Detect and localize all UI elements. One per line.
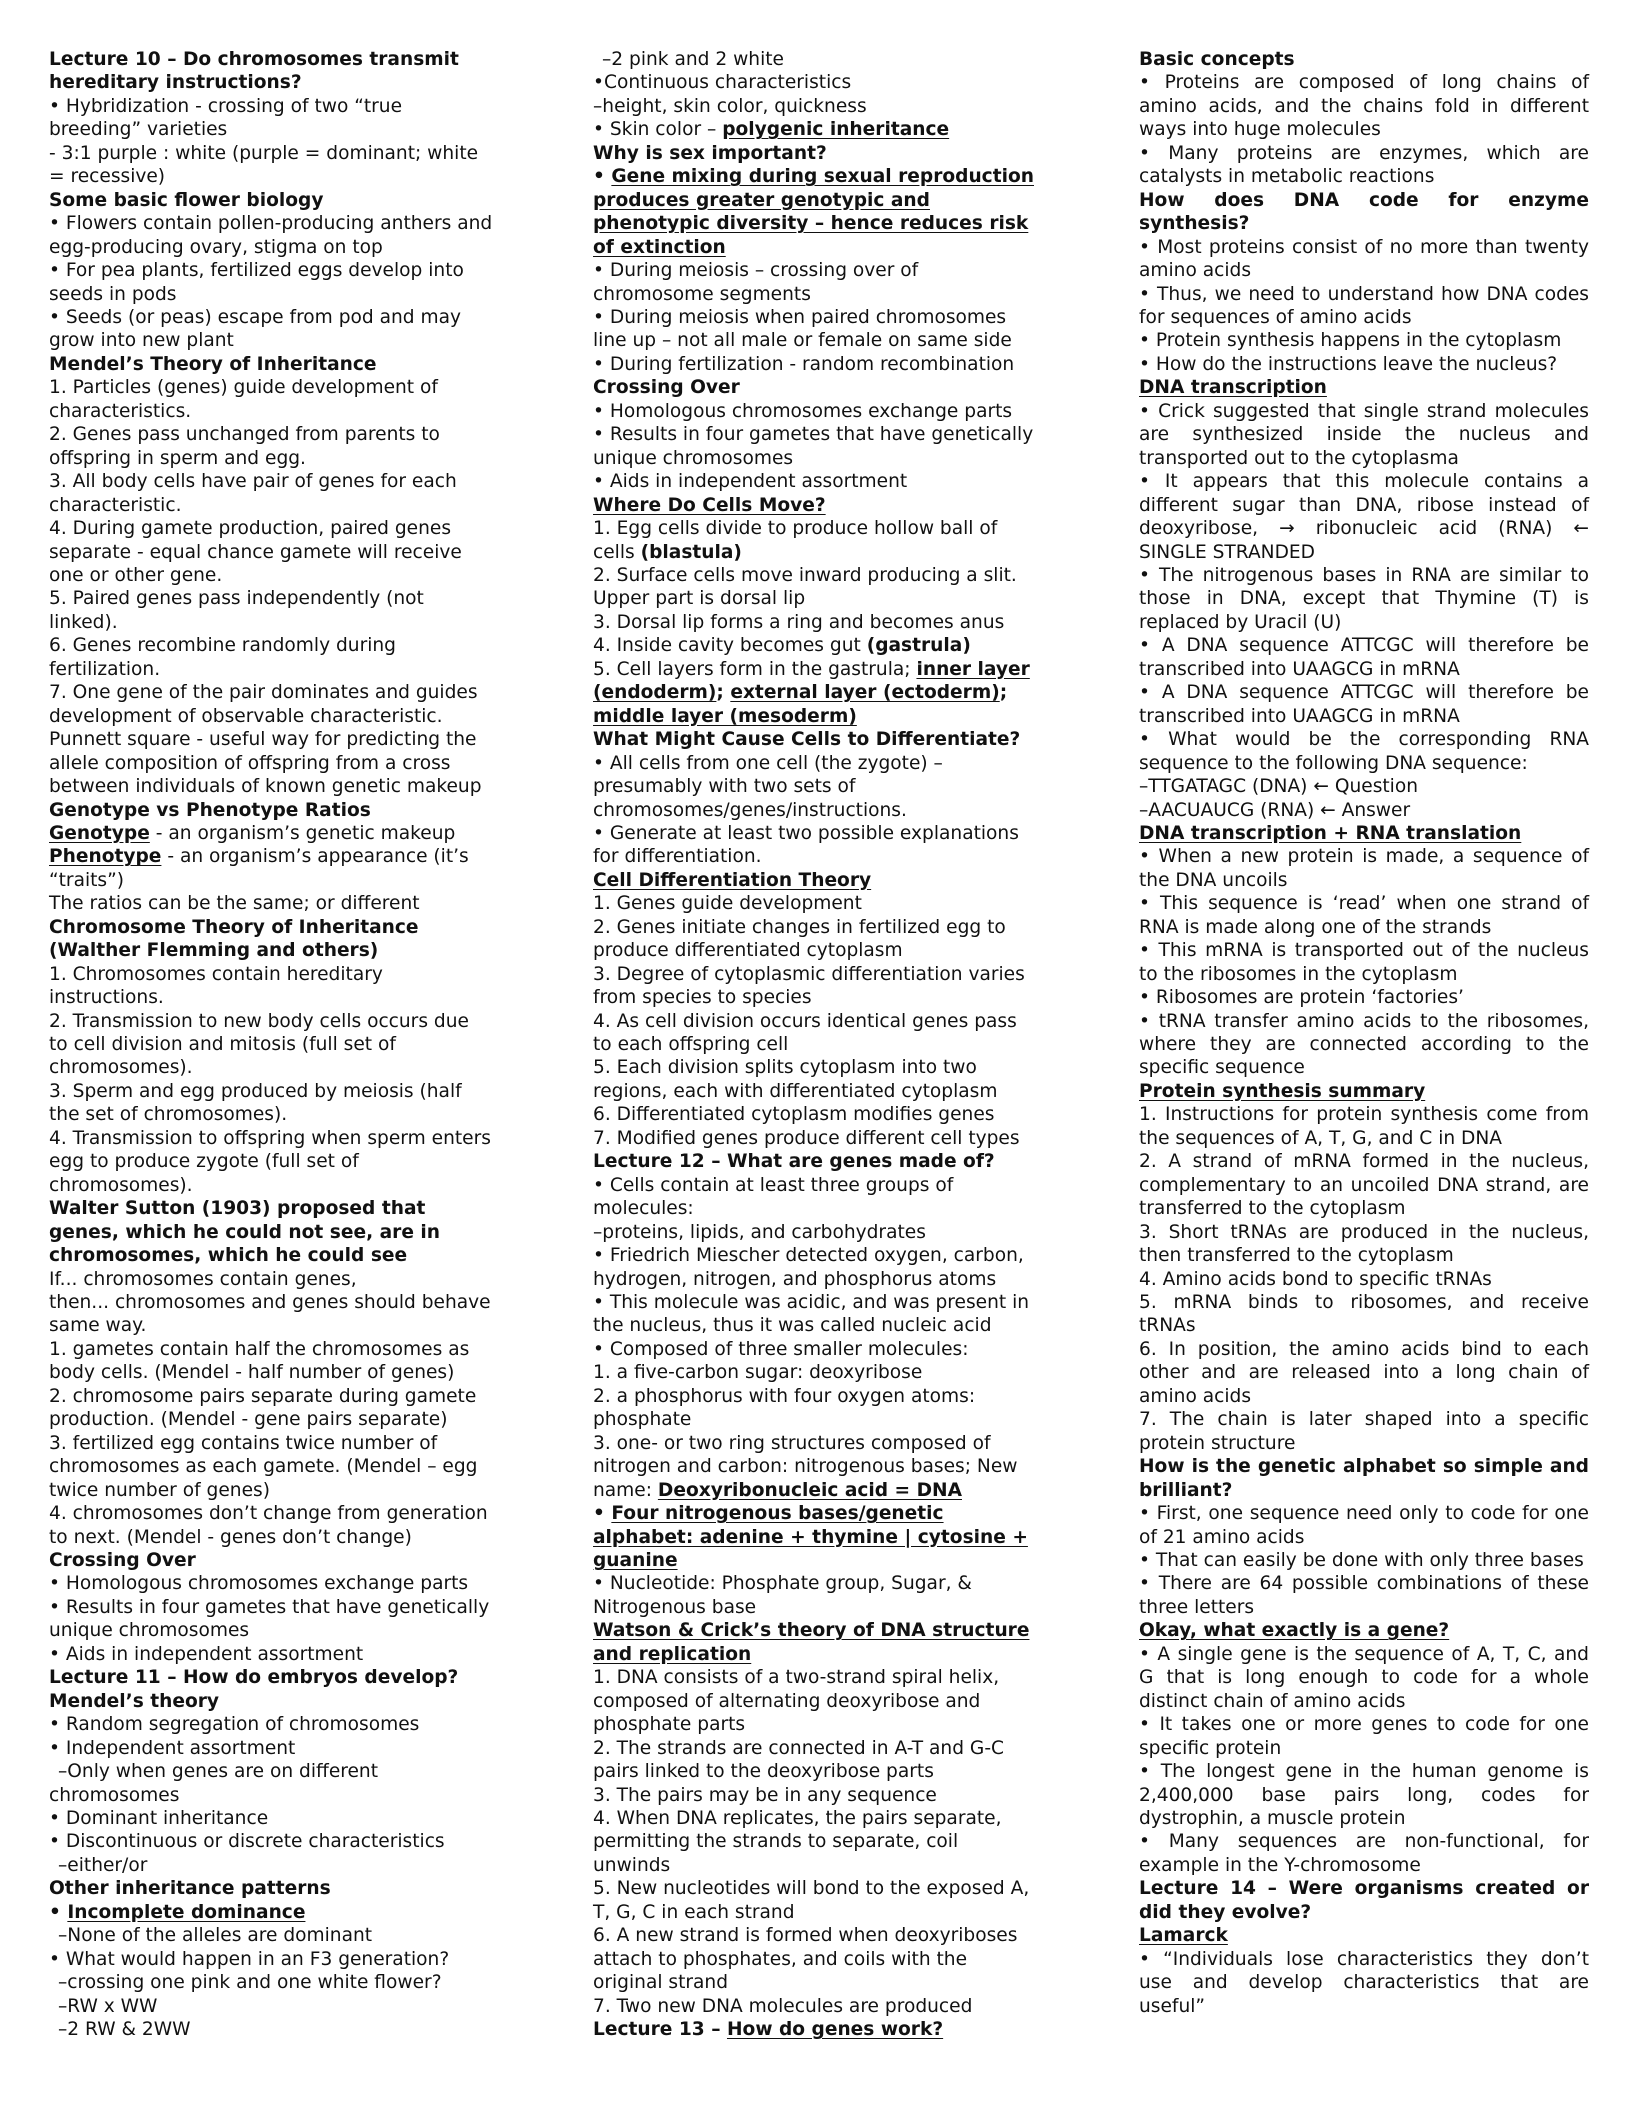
note-line: - 3:1 purple : white (purple = dominant; white [49,142,479,164]
note-line: chromosomes/genes/instructions. [593,799,907,821]
note-line: where they are connected according to the [1139,1034,1589,1056]
note-line: 2. Surface cells move inward producing a slit. [593,564,1017,586]
note-line: deoxyribose, → ribonucleic acid (RNA) ← [1139,518,1589,540]
note-line: •Continuous characteristics [593,72,852,94]
note-line: hydrogen, nitrogen, and phosphorus atoms [593,1268,997,1290]
note-line: for sequences of amino acids [1139,306,1412,328]
note-line: are synthesized inside the nucleus and [1139,424,1589,446]
underlined-term: Gene mixing during sexual reproduction [611,166,1034,188]
note-line: • This sequence is ‘read’ when one strand of [1139,893,1589,915]
text-segment: cells [593,541,641,563]
note-line: 3. Dorsal lip forms a ring and becomes anus [593,611,1005,633]
notes-column-left [49,48,519,2042]
underlined-heading: DNA transcription [1139,377,1327,399]
note-line: then... chromosomes and genes should behave [49,1292,491,1314]
note-line: • Thus, we need to understand how DNA codes [1139,283,1589,305]
section-heading: How does DNA code for enzyme [1139,189,1589,211]
note-line: chromosomes). [49,1174,193,1196]
note-line: then transferred to the cytoplasm [1139,1245,1454,1267]
note-line: 3. fertilized egg contains twice number of [49,1432,438,1454]
underlined-heading: produces greater genotypic and [593,189,930,211]
note-line: useful” [1139,1995,1206,2017]
section-heading: Crossing Over [49,1550,196,1571]
underlined-heading: Protein synthesis summary [1139,1080,1426,1102]
note-line: If... chromosomes contain genes, [49,1268,357,1290]
note-line: tRNAs [1139,1315,1196,1337]
note-line: production. (Mendel - gene pairs separate) [49,1409,448,1431]
bold-text: (blastula) [640,541,742,563]
note-line: presumably with two sets of [593,776,856,798]
underlined-term: polygenic inheritance [722,119,950,141]
note-line: T, G, C in each strand [593,1901,795,1923]
note-line: • Generate at least two possible explanations [593,822,1019,844]
note-line: 3. Degree of cytoplasmic differentiation varies [593,963,1025,985]
note-line: ways into huge molecules [1139,119,1381,141]
note-line: 1. Instructions for protein synthesis come from [1139,1104,1589,1126]
note-line: –height, skin color, quickness [593,95,867,117]
note-line: 2. The strands are connected in A-T and G-C [593,1737,1005,1759]
note-line: –2 RW & 2WW [58,2019,191,2041]
note-line: regions, each with differentiated cytoplasm [593,1080,998,1102]
note-line: –2 pink and 2 white [602,49,784,70]
note-line: 2. Genes pass unchanged from parents to [49,424,440,446]
note-line: 2. A strand of mRNA formed in the nucleus, [1139,1151,1589,1173]
underlined-term: external layer (ectoderm) [730,682,1000,704]
section-heading: synthesis? [1139,213,1250,235]
note-line: 1. DNA consists of a two-strand spiral helix, [593,1667,1000,1689]
note-line: SINGLE STRANDED [1139,541,1315,563]
note-line: linked). [49,611,118,633]
note-line: specific sequence [1139,1057,1305,1079]
note-line: same way. [49,1315,147,1337]
note-line: 2,400,000 base pairs long, codes for [1139,1784,1589,1806]
note-line: seeds in pods [49,283,177,305]
section-heading: hereditary instructions? [49,72,302,94]
note-line: • Aids in independent assortment [49,1643,364,1665]
section-heading: Lecture 14 – Were organisms created or [1139,1878,1589,1900]
note-line: • Discontinuous or discrete characteristics [49,1831,445,1853]
note-line: • Homologous chromosomes exchange parts [49,1573,469,1595]
note-line: • The nitrogenous bases in RNA are similar to [1139,564,1589,586]
note-line: dystrophin, a muscle protein [1139,1807,1406,1829]
note-line: 6. Differentiated cytoplasm modifies genes [593,1104,995,1126]
bold-text: • [49,1901,68,1923]
text-segment: 4. Inside cavity becomes gut [593,635,867,657]
note-line: 6. In position, the amino acids bind to each [1139,1338,1589,1360]
note-line: • Crick suggested that single strand molecules [1139,400,1589,422]
note-line: pairs linked to the deoxyribose parts [593,1761,934,1783]
note-line [593,165,1048,188]
note-line: • First, one sequence need only to code for one [1139,1503,1589,1525]
underlined-heading: guanine [593,1550,678,1571]
note-line: The ratios can be the same; or different [49,893,420,915]
bold-text: ; [716,682,731,704]
note-line: of 21 amino acids [1139,1526,1305,1548]
note-line: characteristics. [49,400,192,422]
note-line: 3. one- or two ring structures composed of [593,1432,991,1454]
note-line: = recessive) [49,166,166,188]
underlined-heading: DNA transcription + RNA translation [1139,822,1522,844]
note-line: 5. Each division splits cytoplasm into two [593,1057,977,1079]
note-line [593,541,1048,564]
note-line: chromosomes as each gamete. (Mendel – egg [49,1456,478,1478]
note-line: 1. gametes contain half the chromosomes as [49,1338,470,1360]
note-line: 1. Particles (genes) guide development of [49,377,438,399]
note-line: –TTGATAGC (DNA) ← Question [1139,776,1418,798]
note-line: 4. Amino acids bond to specific tRNAs [1139,1268,1492,1290]
note-line: 4. chromosomes don’t change from generation [49,1503,488,1525]
note-line: • Protein synthesis happens in the cytoplasm [1139,330,1562,352]
note-line: transcribed into UAAGCG in mRNA [1139,705,1460,727]
note-line: • When a new protein is made, a sequence of [1139,846,1589,868]
underlined-heading: Okay, what exactly is a gene? [1139,1620,1450,1642]
section-heading: Genotype vs Phenotype Ratios [49,799,371,821]
underlined-term: Phenotype [49,846,162,868]
note-line: the set of chromosomes). [49,1104,288,1126]
section-heading: Crossing Over [593,377,740,399]
note-line: • Random segregation of chromosomes [49,1714,420,1736]
note-line: –Only when genes are on different [58,1761,379,1783]
underlined-heading: Where Do Cells Move? [593,494,826,516]
note-line: –RW x WW [58,1995,158,2017]
section-heading: Lecture 10 – Do chromosomes transmit [49,49,459,70]
note-line: • There are 64 possible combinations of these [1139,1573,1589,1595]
note-line: egg to produce zygote (full set of [49,1151,359,1173]
note-line: composed of alternating deoxyribose and [593,1690,981,1712]
underlined-heading: phenotypic diversity – hence reduces risk [593,213,1029,235]
note-line [593,681,1048,704]
note-line: • “Individuals lose characteristics they don’t [1139,1948,1589,1970]
note-line: 7. The chain is later shaped into a specific [1139,1409,1589,1431]
note-line: those in DNA, except that Thymine (T) is [1139,588,1589,610]
underlined-term: Incomplete dominance [67,1901,306,1923]
note-line: catalysts in metabolic reactions [1139,166,1435,188]
note-line: • All cells from one cell (the zygote) – [593,752,943,774]
note-line: • During meiosis – crossing over of [593,260,919,282]
note-line: • Cells contain at least three groups of [593,1174,954,1196]
note-line: transported out to the cytoplasma [1139,447,1459,469]
underlined-heading: Cell Differentiation Theory [593,869,872,891]
note-line: other and are released into a long chain of [1139,1362,1589,1384]
note-line: phosphate [593,1409,692,1431]
note-line: 6. A new strand is formed when deoxyriboses [593,1925,1018,1947]
note-line: –proteins, lipids, and carbohydrates [593,1221,926,1243]
section-heading: Lecture 11 – How do embryos develop? [49,1667,459,1689]
note-line: different sugar than DNA, ribose instead of [1139,494,1589,516]
note-line [593,2018,1048,2041]
note-line: • Homologous chromosomes exchange parts [593,400,1013,422]
text-segment: name: [593,1479,658,1501]
note-line: • It appears that this molecule contains a [1139,471,1589,493]
note-line: • tRNA transfer amino acids to the ribosomes, [1139,1010,1589,1032]
note-line: • It takes one or more genes to code for one [1139,1714,1589,1736]
underlined-heading: Watson & Crick’s theory of DNA structure [593,1620,1030,1642]
note-line: • This molecule was acidic, and was present in [593,1292,1030,1314]
note-line: from species to species [593,987,812,1009]
underlined-heading: of extinction [593,236,726,258]
note-line: • A single gene is the sequence of A, T, C, and [1139,1643,1589,1665]
note-line: 7. One gene of the pair dominates and guides [49,682,478,704]
note-line [49,822,519,845]
underlined-term: Genotype [49,822,150,844]
note-line: fertilization. [49,658,161,680]
note-line: • How do the instructions leave the nucleus? [1139,353,1558,375]
note-line: 2. Genes initiate changes in fertilized egg to [593,916,1006,938]
note-line: nitrogen and carbon: nitrogenous bases; New [593,1456,1018,1478]
note-line: 2. chromosome pairs separate during gamete [49,1385,477,1407]
note-line: one or other gene. [49,564,223,586]
note-line: amino acids [1139,1385,1252,1407]
note-line [593,1479,1048,1502]
note-line [593,1502,1048,1525]
underlined-term: (endoderm) [593,682,717,704]
note-line: to next. (Mendel - genes don’t change) [49,1526,412,1548]
note-line: breeding” varieties [49,119,228,141]
text-segment: 5. Cell layers form in the gastrula; [593,658,917,680]
note-line: offspring in sperm and egg. [49,447,306,469]
note-line: 4. During gamete production, paired genes [49,518,452,540]
note-line: • What would happen in an F3 generation? [49,1948,450,1970]
note-line: amino acids [1139,260,1252,282]
note-line: characteristic. [49,494,182,516]
note-line: the nucleus, thus it was called nucleic acid [593,1315,992,1337]
note-line: • Aids in independent assortment [593,471,908,493]
text-segment: - an organism’s appearance (it’s [161,846,469,868]
note-line: 1. Egg cells divide to produce hollow ball of [593,518,998,540]
note-line: 2. a phosphorus with four oxygen atoms: [593,1385,976,1407]
section-heading: Some basic flower biology [49,189,324,211]
note-line: 3. Sperm and egg produced by meiosis (half [49,1080,462,1102]
note-line: • Many proteins are enzymes, which are [1139,142,1589,164]
note-line: grow into new plant [49,330,234,352]
note-line: –either/or [58,1854,148,1876]
underlined-term: Four nitrogenous bases/genetic [611,1503,944,1525]
notes-column-middle [593,48,1048,2042]
bold-text: Lecture 13 – [593,2019,727,2041]
note-line: • The longest gene in the human genome is [1139,1761,1589,1783]
note-line: distinct chain of amino acids [1139,1690,1406,1712]
note-line: 5. Paired genes pass independently (not [49,588,424,610]
note-line: between individuals of known genetic makeup [49,776,482,798]
bold-text: (gastrula) [866,635,971,657]
note-line: 1. Genes guide development [593,893,862,915]
section-heading: Lecture 12 – What are genes made of? [593,1151,995,1173]
note-line: • Most proteins consist of no more than twenty [1139,236,1589,258]
note-line: 1. Chromosomes contain hereditary [49,963,383,985]
note-line: • Results in four gametes that have genetically [49,1596,490,1618]
note-line: 1. a five-carbon sugar: deoxyribose [593,1362,923,1384]
note-line: 7. Two new DNA molecules are produced [593,1995,973,2017]
note-line: to each offspring cell [593,1034,789,1056]
note-line: phosphate parts [593,1714,746,1736]
note-line: • Composed of three smaller molecules: [593,1338,969,1360]
note-line: Punnett square - useful way for predicting the [49,729,477,751]
note-line: 5. mRNA binds to ribosomes, and receive [1139,1292,1589,1314]
note-line: 2. Transmission to new body cells occurs due [49,1010,469,1032]
section-heading: Chromosome Theory of Inheritance [49,916,419,938]
note-line: 4. Transmission to offspring when sperm enters [49,1127,491,1149]
note-line: • During meiosis when paired chromosomes [593,306,1007,328]
note-line: allele composition of offspring from a cross [49,752,451,774]
note-line: • Nucleotide: Phosphate group, Sugar, & [593,1573,972,1595]
text-segment: • Skin color – [593,119,723,141]
section-heading: Other inheritance patterns [49,1878,331,1900]
section-heading: Mendel’s theory [49,1690,220,1712]
note-line: to the ribosomes in the cytoplasm [1139,963,1458,985]
note-line: development of observable characteristic. [49,705,443,727]
note-line: • Results in four gametes that have genetically [593,424,1034,446]
note-line: 3. All body cells have pair of genes for each [49,471,457,493]
note-line: –AACUAUCG (RNA) ← Answer [1139,799,1411,821]
note-line: body cells. (Mendel - half number of genes) [49,1362,455,1384]
note-line: 4. As cell division occurs identical genes pass [593,1010,1017,1032]
note-line: –crossing one pink and one white flower? [58,1972,442,1994]
note-line: molecules: [593,1198,694,1220]
note-line: 5. New nucleotides will bond to the exposed A, [593,1878,1030,1900]
note-line: original strand [593,1972,729,1994]
section-heading: What Might Cause Cells to Differentiate? [593,729,1021,751]
note-line: 7. Modified genes produce different cell types [593,1127,1020,1149]
note-line: sequence to the following DNA sequence: [1139,752,1528,774]
note-line: specific protein [1139,1737,1282,1759]
note-line: • What would be the corresponding RNA [1139,729,1589,751]
section-heading: did they evolve? [1139,1901,1312,1923]
note-line: chromosomes [49,1784,180,1806]
notes-column-right [1139,48,1589,2018]
text-segment: - an organism’s genetic makeup [149,822,456,844]
note-line: • Hybridization - crossing of two “true [49,95,403,117]
note-line: unwinds [593,1854,671,1876]
bold-text: • [593,1503,612,1525]
note-line: amino acids, and the chains fold in different [1139,95,1589,117]
note-line: 3. The pairs may be in any sequence [593,1784,937,1806]
note-line: attach to phosphates, and coils with the [593,1948,968,1970]
section-heading: How is the genetic alphabet so simple and [1139,1456,1589,1478]
section-heading: chromosomes, which he could see [49,1245,408,1267]
note-line: chromosome segments [593,283,811,305]
note-line: • Ribosomes are protein ‘factories’ [1139,987,1464,1009]
note-line: 3. Short tRNAs are produced in the nucleus, [1139,1221,1589,1243]
section-heading: Basic concepts [1139,49,1295,70]
section-heading: (Walther Flemming and others) [49,940,379,962]
underlined-term: How do genes work? [726,2019,944,2041]
note-line: unique chromosomes [593,447,794,469]
note-line: replaced by Uracil (U) [1139,611,1342,633]
note-line: • A DNA sequence ATTCGC will therefore be [1139,635,1589,657]
note-line: Upper part is dorsal lip [593,588,806,610]
note-line: transferred to the cytoplasm [1139,1198,1406,1220]
note-line: example in the Y-chromosome [1139,1854,1421,1876]
note-line [593,118,1048,141]
note-line: complementary to an uncoiled DNA strand, are [1139,1174,1589,1196]
section-heading: Why is sex important? [593,142,827,164]
note-line: the DNA uncoils [1139,869,1288,891]
note-line: • Independent assortment [49,1737,296,1759]
underlined-heading: Lamarck [1139,1925,1228,1947]
note-line: –None of the alleles are dominant [58,1925,373,1947]
underlined-term: inner layer [916,658,1030,680]
note-line: chromosomes). [49,1057,193,1079]
note-line: use and develop characteristics that are [1139,1972,1589,1994]
note-line [593,658,1048,681]
note-line: • A DNA sequence ATTCGC will therefore be [1139,682,1589,704]
note-line: • Friedrich Miescher detected oxygen, carbon, [593,1245,1024,1267]
note-line: RNA is made along one of the strands [1139,916,1492,938]
note-line: three letters [1139,1596,1255,1618]
note-line: instructions. [49,987,164,1009]
note-line: • Dominant inheritance [49,1807,269,1829]
note-line: “traits”) [49,869,124,891]
note-line: egg-producing ovary, stigma on top [49,236,383,258]
note-line: • This mRNA is transported out of the nucleus [1139,940,1589,962]
note-line [49,845,519,868]
note-line: permitting the strands to separate, coil [593,1831,959,1853]
note-line: unique chromosomes [49,1620,250,1642]
note-line: for differentiation. [593,846,762,868]
note-line: • During fertilization - random recombination [593,353,1015,375]
note-line: Nitrogenous base [593,1596,757,1618]
note-line: line up – not all male or female on same side [593,330,1012,352]
note-line: • That can easily be done with only three bases [1139,1550,1584,1571]
note-line: • For pea plants, fertilized eggs develop into [49,260,464,282]
note-line: 6. Genes recombine randomly during [49,635,396,657]
note-line: protein structure [1139,1432,1296,1454]
note-line: • Flowers contain pollen-producing anthers and [49,213,493,235]
note-line [593,634,1048,657]
note-line: the sequences of A, T, G, and C in DNA [1139,1127,1502,1149]
underlined-term: Deoxyribonucleic acid = DNA [657,1479,962,1501]
note-line: separate - equal chance gamete will receive [49,541,462,563]
note-line: to cell division and mitosis (full set of [49,1034,396,1056]
note-line: • Seeds (or peas) escape from pod and may [49,306,462,328]
section-heading: brilliant? [1139,1479,1233,1501]
note-line: transcribed into UAAGCG in mRNA [1139,658,1460,680]
underlined-heading: alphabet: adenine + thymine | cytosine + [593,1526,1028,1548]
note-line: • Proteins are composed of long chains of [1139,72,1589,94]
note-line: 4. When DNA replicates, the pairs separate, [593,1807,1002,1829]
note-line: G that is long enough to code for a whole [1139,1667,1589,1689]
note-line: twice number of genes) [49,1479,270,1501]
section-heading: Walter Sutton (1903) proposed that [49,1198,426,1220]
underlined-heading: and replication [593,1643,752,1665]
underlined-heading: middle layer (mesoderm) [593,705,857,727]
note-line: • Many sequences are non-functional, for [1139,1831,1589,1853]
section-heading: genes, which he could not see, are in [49,1221,441,1243]
note-line: produce differentiated cytoplasm [593,940,903,962]
note-line [49,1901,519,1924]
section-heading: Mendel’s Theory of Inheritance [49,353,377,375]
bold-text: • [593,166,612,188]
bold-text: ; [999,682,1008,704]
